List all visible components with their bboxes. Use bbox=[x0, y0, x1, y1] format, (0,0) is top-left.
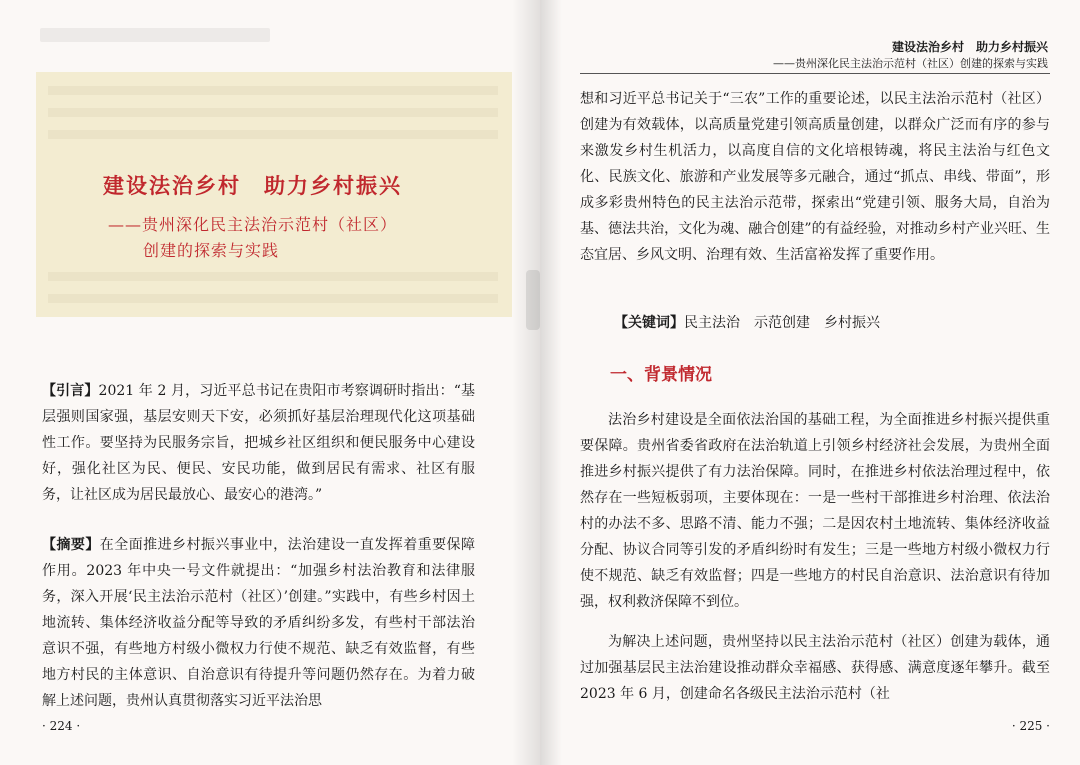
show-through-line bbox=[48, 86, 498, 95]
chapter-subtitle-line-2: 创建的探索与实践 bbox=[143, 241, 280, 260]
show-through-line bbox=[48, 294, 498, 303]
section-heading: 一、背景情况 bbox=[610, 365, 712, 385]
abstract-text: 在全面推进乡村振兴事业中，法治建设一直发挥着重要保障作用。2023 年中央一号文件就提出：“加强乡村法治教育和法律服务，深入开展‘民主法治示范村（社区）’创建。”实践中，有些乡村因土地流转、集体经济收益分配等导致的矛盾纠纷多发，有些村干部法治意识不强，有些地方村级小微权力行使不规范、缺乏有效监督，有些地方村民的主体意识、自治意识有待提升等问题仍然存在。为着力破解上述问题，贵州认真贯彻落实习近平法治思 bbox=[42, 537, 476, 709]
page-number-left: · 224 · bbox=[42, 719, 81, 733]
background-paragraph-2: 为解决上述问题，贵州坚持以民主法治示范村（社区）创建为载体，通过加强基层民主法治建设推动群众幸福感、获得感、满意度逐年攀升。截至 2023 年 6 月，创建命名各级民主法治示范村（社 bbox=[580, 634, 1050, 702]
show-through-text bbox=[40, 28, 270, 42]
gutter-shadow-right bbox=[540, 0, 562, 765]
keywords-tag: 【关键词】 bbox=[614, 315, 684, 331]
intro-tag: 【引言】 bbox=[42, 383, 99, 399]
keywords-line bbox=[614, 312, 880, 332]
show-through-line bbox=[48, 108, 498, 117]
running-header-title: 建设法治乡村 助力乡村振兴 bbox=[891, 40, 1048, 54]
running-header-subtitle: ——贵州深化民主法治示范村（社区）创建的探索与实践 bbox=[773, 57, 1048, 70]
chapter-title: 建设法治乡村 助力乡村振兴 bbox=[103, 173, 402, 198]
gutter-shadow-left bbox=[512, 0, 540, 765]
keywords-text: 民主法治 示范创建 乡村振兴 bbox=[684, 315, 880, 331]
intro-paragraph bbox=[42, 378, 475, 508]
abstract-tag: 【摘要】 bbox=[42, 537, 100, 553]
show-through-line bbox=[48, 272, 498, 281]
abstract-paragraph bbox=[42, 532, 475, 714]
show-through-line bbox=[48, 130, 498, 139]
intro-text: 2021 年 2 月，习近平总书记在贵阳市考察调研时指出：“基层强则国家强，基层安则天下安，必须抓好基层治理现代化这项基础性工作。要坚持为民服务宗旨，把城乡社区组织和便民服务中心建设好，强化社区为民、便民、安民功能，做到居民有需求、社区有服务，让社区成为居民最放心、最安心的港湾。” bbox=[42, 383, 475, 503]
chapter-subtitle-line-1: ——贵州深化民主法治示范村（社区） bbox=[108, 215, 398, 234]
page-number-right: · 225 · bbox=[1011, 719, 1050, 733]
background-paragraph-1: 法治乡村建设是全面依法治国的基础工程，为全面推进乡村振兴提供重要保障。贵州省委省政府在法治轨道上引领乡村经济社会发展，为贵州全面推进乡村振兴提供了有力法治保障。同时，在推进乡村依法治理过程中，依然存在一些短板弱项，主要体现在：一是一些村干部推进乡村治理、依法治村的办法不多、思路不清、能力不强；二是因农村土地流转、集体经济收益分配、协议合同等引发的矛盾纠纷时有发生；三是一些地方村级小微权力行使不规范、缺乏有效监督；四是一些地方的村民自治意识、法治意识有待加强，权利救济保障不到位。 bbox=[580, 412, 1050, 610]
right-page bbox=[540, 0, 1080, 765]
header-rule bbox=[580, 73, 1050, 74]
continued-paragraph: 想和习近平总书记关于“三农”工作的重要论述，以民主法治示范村（社区）创建为有效载体，以高质量党建引领高质量创建，以群众广泛而有序的参与来激发乡村生机活力，以高度自信的文化培根铸魂，将民主法治与红色文化、民族文化、旅游和产业发展等多元融合，通过“抓点、串线、带面”，形成多彩贵州特色的民主法治示范带，探索出“党建引领、服务大局，自治为基、德法共治，文化为魂、融合创建”的有益经验，对推动乡村产业兴旺、生态宜居、乡风文明、治理有效、生活富裕发挥了重要作用。 bbox=[580, 91, 1050, 263]
